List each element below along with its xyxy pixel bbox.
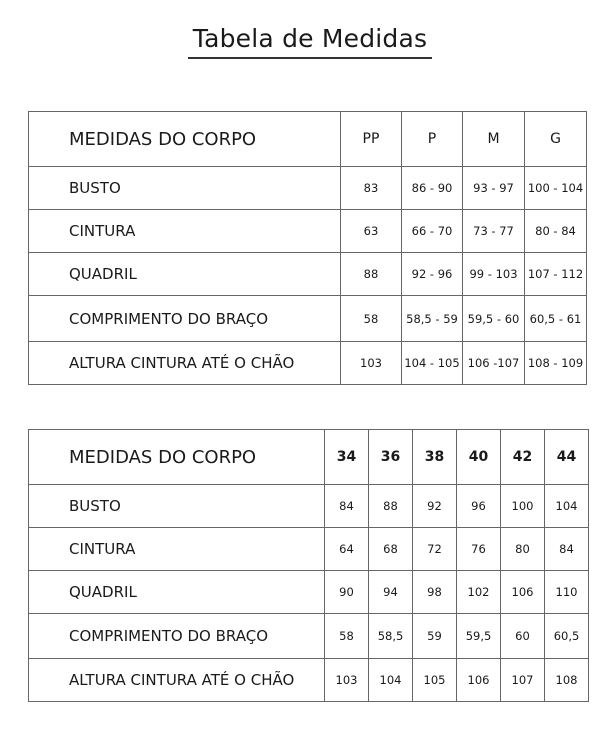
size-table-numbers xyxy=(28,429,589,702)
size-header: M xyxy=(463,112,525,167)
cell-value: 59,5 xyxy=(457,614,501,659)
table-header-row xyxy=(29,430,589,485)
cell-value: 106 -107 xyxy=(463,342,525,385)
row-label: QUADRIL xyxy=(29,571,325,614)
cell-value: 63 xyxy=(341,210,402,253)
cell-value: 88 xyxy=(341,253,402,296)
row-label: CINTURA xyxy=(29,528,325,571)
cell-value: 94 xyxy=(369,571,413,614)
cell-value: 99 - 103 xyxy=(463,253,525,296)
cell-value: 86 - 90 xyxy=(402,167,463,210)
cell-value: 72 xyxy=(413,528,457,571)
size-header: 38 xyxy=(413,430,457,485)
cell-value: 106 xyxy=(457,659,501,702)
table-row xyxy=(29,528,589,571)
cell-value: 60,5 - 61 xyxy=(525,296,587,342)
cell-value: 64 xyxy=(325,528,369,571)
cell-value: 100 xyxy=(501,485,545,528)
table-row xyxy=(29,342,587,385)
size-header: 36 xyxy=(369,430,413,485)
size-table-letters xyxy=(28,111,587,385)
size-header: G xyxy=(525,112,587,167)
row-label: BUSTO xyxy=(29,485,325,528)
table-row xyxy=(29,210,587,253)
cell-value: 58 xyxy=(341,296,402,342)
row-label: QUADRIL xyxy=(29,253,341,296)
row-label: BUSTO xyxy=(29,167,341,210)
cell-value: 104 xyxy=(545,485,589,528)
cell-value: 100 - 104 xyxy=(525,167,587,210)
cell-value: 104 - 105 xyxy=(402,342,463,385)
table-header-row xyxy=(29,112,587,167)
cell-value: 107 - 112 xyxy=(525,253,587,296)
cell-value: 90 xyxy=(325,571,369,614)
cell-value: 58 xyxy=(325,614,369,659)
table-row xyxy=(29,571,589,614)
table-row xyxy=(29,253,587,296)
table-row xyxy=(29,614,589,659)
size-header: P xyxy=(402,112,463,167)
table-row xyxy=(29,296,587,342)
cell-value: 96 xyxy=(457,485,501,528)
cell-value: 106 xyxy=(501,571,545,614)
size-header: 44 xyxy=(545,430,589,485)
cell-value: 107 xyxy=(501,659,545,702)
cell-value: 104 xyxy=(369,659,413,702)
cell-value: 80 xyxy=(501,528,545,571)
cell-value: 103 xyxy=(341,342,402,385)
table-row xyxy=(29,659,589,702)
cell-value: 84 xyxy=(545,528,589,571)
header-label: MEDIDAS DO CORPO xyxy=(29,112,341,167)
cell-value: 60 xyxy=(501,614,545,659)
cell-value: 60,5 xyxy=(545,614,589,659)
cell-value: 66 - 70 xyxy=(402,210,463,253)
cell-value: 103 xyxy=(325,659,369,702)
size-header: 40 xyxy=(457,430,501,485)
cell-value: 88 xyxy=(369,485,413,528)
row-label: ALTURA CINTURA ATÉ O CHÃO xyxy=(29,659,325,702)
cell-value: 59 xyxy=(413,614,457,659)
row-label: COMPRIMENTO DO BRAÇO xyxy=(29,296,341,342)
cell-value: 80 - 84 xyxy=(525,210,587,253)
cell-value: 108 - 109 xyxy=(525,342,587,385)
cell-value: 108 xyxy=(545,659,589,702)
cell-value: 83 xyxy=(341,167,402,210)
cell-value: 84 xyxy=(325,485,369,528)
cell-value: 93 - 97 xyxy=(463,167,525,210)
row-label: COMPRIMENTO DO BRAÇO xyxy=(29,614,325,659)
table-row xyxy=(29,167,587,210)
cell-value: 73 - 77 xyxy=(463,210,525,253)
size-header: 34 xyxy=(325,430,369,485)
cell-value: 58,5 xyxy=(369,614,413,659)
row-label: CINTURA xyxy=(29,210,341,253)
header-label: MEDIDAS DO CORPO xyxy=(29,430,325,485)
cell-value: 102 xyxy=(457,571,501,614)
cell-value: 58,5 - 59 xyxy=(402,296,463,342)
cell-value: 59,5 - 60 xyxy=(463,296,525,342)
cell-value: 76 xyxy=(457,528,501,571)
row-label: ALTURA CINTURA ATÉ O CHÃO xyxy=(29,342,341,385)
cell-value: 68 xyxy=(369,528,413,571)
size-header: PP xyxy=(341,112,402,167)
page-title: Tabela de Medidas xyxy=(188,24,432,59)
cell-value: 110 xyxy=(545,571,589,614)
table-row xyxy=(29,485,589,528)
cell-value: 92 xyxy=(413,485,457,528)
cell-value: 105 xyxy=(413,659,457,702)
cell-value: 92 - 96 xyxy=(402,253,463,296)
size-header: 42 xyxy=(501,430,545,485)
cell-value: 98 xyxy=(413,571,457,614)
